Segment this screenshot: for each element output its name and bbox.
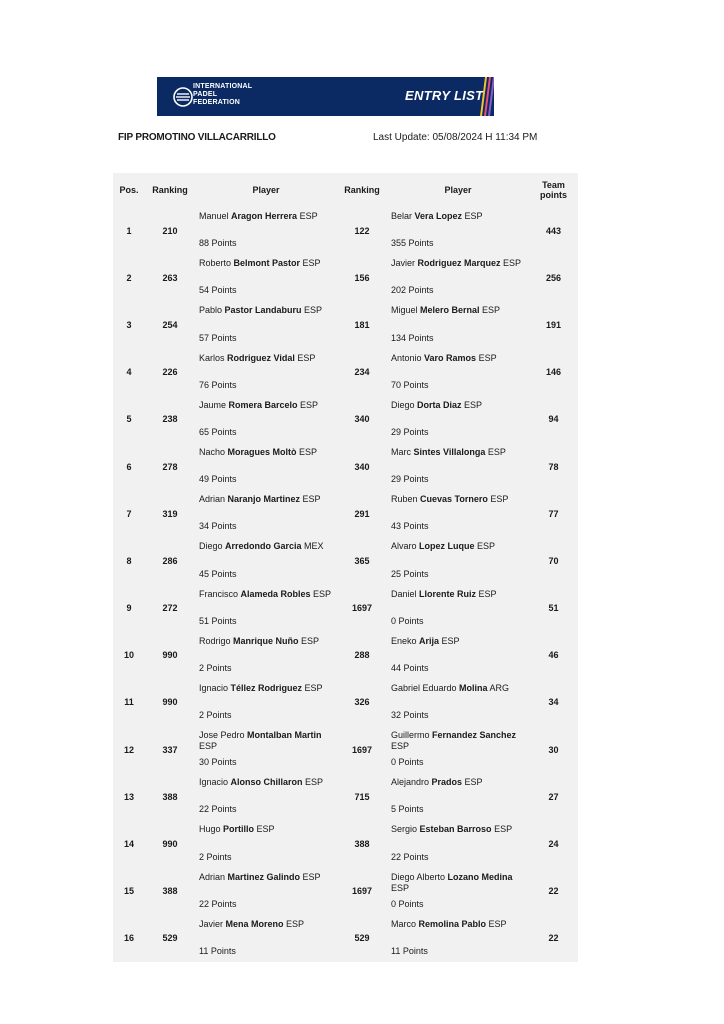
player-1-name: [199, 353, 335, 364]
first-name: Belar: [391, 211, 415, 221]
col-pos: Pos.: [119, 185, 139, 195]
last-name: Rodriguez Marquez: [417, 258, 501, 269]
first-name: Guillermo: [391, 730, 433, 741]
cell-team-points: 77: [548, 508, 559, 519]
player-1-name: [199, 305, 335, 316]
last-name: Mena Moreno: [225, 918, 284, 929]
nationality: ESP: [500, 258, 522, 269]
last-name: Pastor Landaburu: [224, 305, 302, 316]
cell-pos: 12: [123, 744, 134, 755]
last-name: Prados: [431, 777, 463, 788]
last-name: Moragues Moltò: [227, 446, 297, 457]
cell-player-2: [387, 632, 529, 679]
first-name: Gabriel Eduardo: [391, 682, 460, 693]
entry-list-table: [113, 173, 578, 962]
nationality: ESP: [461, 399, 483, 410]
cell-pos: 10: [123, 650, 134, 661]
player-1-points: 57 Points: [199, 332, 237, 343]
player-2-points: 32 Points: [391, 710, 429, 721]
table-row: [113, 679, 578, 726]
nationality: ESP: [486, 918, 507, 929]
last-name: Lozano Medina: [447, 871, 513, 882]
player-2-points: 5 Points: [391, 804, 424, 815]
cell-ranking-2: 529: [354, 933, 370, 944]
last-name: Molina: [459, 682, 488, 693]
first-name: Sergio: [391, 824, 420, 835]
cell-player-2: [387, 679, 529, 726]
player-2-points: 355 Points: [391, 238, 434, 249]
last-name: Montalban Martin: [247, 730, 322, 741]
cell-player-2: [387, 207, 529, 254]
cell-player-1: [195, 632, 337, 679]
cell-ranking-1: 226: [162, 367, 178, 378]
last-name: Alonso Chillaron: [230, 777, 303, 788]
cell-ranking-1: 990: [162, 839, 178, 850]
first-name: Javier: [199, 918, 226, 929]
player-2-name: [391, 730, 527, 752]
cell-ranking-1: 388: [162, 791, 178, 802]
player-1-name: [199, 541, 335, 552]
cell-player-1: [195, 254, 337, 301]
cell-player-2: [387, 443, 529, 490]
last-name: Téllez Rodriguez: [230, 682, 303, 693]
player-2-name: [391, 824, 527, 835]
cell-player-2: [387, 254, 529, 301]
banner-stripes-icon: [476, 77, 494, 116]
cell-ranking-1: 254: [162, 319, 178, 330]
nationality: ESP: [302, 777, 324, 788]
cell-team-points: 27: [548, 791, 559, 802]
cell-team-points: 146: [545, 367, 562, 378]
nationality: ARG: [487, 682, 510, 693]
last-name: Remolina Pablo: [418, 918, 487, 929]
first-name: Roberto: [199, 258, 234, 269]
nationality: ESP: [476, 588, 497, 599]
first-name: Miguel: [391, 305, 421, 316]
nationality: ESP: [462, 211, 483, 221]
cell-ranking-1: 263: [162, 272, 178, 283]
table-row: [113, 726, 578, 773]
nationality: ESP: [462, 777, 483, 788]
cell-pos: 6: [126, 461, 132, 472]
cell-player-1: [195, 396, 337, 443]
last-name: Belmont Pastor: [233, 258, 301, 269]
cell-player-1: [195, 820, 337, 867]
nationality: ESP: [302, 682, 323, 693]
last-name: Rodriguez Vidal: [227, 352, 295, 363]
last-name: Cuevas Tornero: [420, 494, 488, 505]
last-name: Portillo: [223, 824, 255, 835]
first-name: Pablo: [199, 305, 225, 316]
cell-player-1: [195, 868, 337, 915]
player-1-points: 22 Points: [199, 898, 237, 909]
cell-pos: 11: [124, 697, 134, 708]
player-2-points: 44 Points: [391, 662, 429, 673]
org-name: [193, 83, 252, 107]
nationality: ESP: [294, 352, 316, 363]
player-1-points: 22 Points: [199, 804, 237, 815]
nationality: MEX: [301, 541, 324, 552]
cell-pos: 5: [126, 414, 132, 425]
first-name: Karlos: [199, 352, 228, 363]
table-row: [113, 443, 578, 490]
cell-ranking-2: 291: [354, 508, 370, 519]
table-row: [113, 396, 578, 443]
cell-ranking-2: 340: [354, 461, 370, 472]
cell-team-points: 78: [548, 461, 559, 472]
table-row: [113, 632, 578, 679]
nationality: ESP: [479, 305, 501, 316]
player-1-name: [199, 730, 335, 752]
first-name: Ignacio: [199, 777, 231, 788]
cell-ranking-1: 278: [162, 461, 178, 472]
last-name: Vera Lopez: [414, 211, 463, 221]
header-banner: [157, 77, 494, 116]
player-1-name: [199, 589, 335, 600]
player-2-name: [391, 541, 527, 552]
nationality: ESP: [297, 399, 319, 410]
col-ranking-2: Ranking: [344, 185, 380, 195]
first-name: Ignacio: [199, 682, 231, 693]
nationality: ESP: [310, 588, 332, 599]
cell-player-1: [195, 679, 337, 726]
cell-ranking-1: 388: [162, 886, 178, 897]
cell-player-2: [387, 868, 529, 915]
org-name-line: INTERNATIONAL: [193, 83, 253, 90]
last-name: Alameda Robles: [240, 588, 311, 599]
table-row: [113, 490, 578, 537]
table-body: [113, 207, 578, 962]
cell-player-1: [195, 537, 337, 584]
cell-ranking-1: 337: [162, 744, 178, 755]
first-name: Rodrigo: [199, 635, 234, 646]
player-2-name: [391, 211, 527, 222]
first-name: Diego: [391, 399, 418, 410]
cell-team-points: 256: [545, 272, 562, 283]
player-1-name: [199, 258, 335, 269]
player-2-points: 134 Points: [391, 332, 434, 343]
player-2-name: [391, 305, 527, 316]
cell-ranking-2: 326: [354, 697, 370, 708]
cell-player-2: [387, 301, 529, 348]
col-player-2: Player: [444, 185, 472, 195]
last-name: Esteban Barroso: [419, 824, 492, 835]
player-1-points: 2 Points: [199, 710, 232, 721]
cell-pos: 15: [123, 886, 134, 897]
player-1-points: 45 Points: [199, 568, 237, 579]
nationality: ESP: [301, 305, 323, 316]
cell-pos: 2: [126, 272, 132, 283]
first-name: Francisco: [199, 588, 241, 599]
player-1-points: 49 Points: [199, 474, 237, 485]
first-name: Nacho: [199, 446, 228, 457]
player-2-points: 0 Points: [391, 615, 424, 626]
first-name: Javier: [391, 258, 418, 269]
cell-ranking-1: 238: [162, 414, 178, 425]
nationality: ESP: [296, 446, 318, 457]
player-2-name: [391, 683, 527, 694]
org-name-line: PADEL: [193, 91, 218, 98]
last-name: Romera Barcelo: [228, 399, 298, 410]
cell-ranking-2: 715: [354, 791, 370, 802]
player-1-name: [199, 872, 335, 883]
first-name: Manuel: [199, 211, 232, 221]
player-2-name: [391, 919, 527, 930]
nationality: ESP: [439, 635, 460, 646]
last-name: Naranjo Martinez: [227, 494, 301, 505]
nationality: ESP: [300, 494, 321, 505]
player-2-points: 0 Points: [391, 757, 424, 768]
cell-player-1: [195, 443, 337, 490]
table-header: [113, 173, 578, 207]
table-row: [113, 349, 578, 396]
cell-team-points: 191: [545, 319, 562, 330]
player-2-name: [391, 589, 527, 600]
cell-ranking-1: 319: [162, 508, 178, 519]
cell-ranking-1: 529: [162, 933, 178, 944]
nationality: ESP: [300, 871, 321, 882]
cell-ranking-2: 1697: [351, 603, 373, 614]
last-name: Lopez Luque: [419, 541, 475, 552]
cell-player-1: [195, 726, 337, 773]
first-name: Ruben: [391, 494, 421, 505]
last-name: Melero Bernal: [420, 305, 480, 316]
first-name: Adrian: [199, 494, 228, 505]
player-2-points: 202 Points: [391, 285, 434, 296]
nationality: ESP: [485, 446, 506, 457]
player-2-points: 25 Points: [391, 568, 429, 579]
last-name: Dorta Diaz: [417, 399, 462, 410]
cell-team-points: 443: [545, 225, 562, 236]
nationality: ESP: [391, 741, 410, 752]
nationality: ESP: [476, 352, 497, 363]
player-2-name: [391, 353, 527, 364]
last-name: Aragon Herrera: [231, 211, 298, 221]
cell-team-points: 22: [548, 886, 559, 897]
cell-ranking-1: 210: [162, 225, 178, 236]
cell-player-2: [387, 490, 529, 537]
player-2-points: 29 Points: [391, 474, 429, 485]
player-1-points: 2 Points: [199, 662, 232, 673]
cell-ranking-2: 122: [354, 225, 370, 236]
player-1-name: [199, 447, 335, 458]
cell-player-2: [387, 537, 529, 584]
tournament-title: FIP PROMOTINO VILLACARRILLO: [118, 132, 276, 143]
cell-pos: 13: [123, 791, 134, 802]
cell-ranking-2: 234: [354, 367, 370, 378]
table-row: [113, 537, 578, 584]
cell-team-points: 46: [548, 650, 559, 661]
first-name: Antonio: [391, 352, 425, 363]
cell-pos: 3: [126, 319, 132, 330]
last-update: Last Update: 05/08/2024 H 11:34 PM: [373, 132, 538, 143]
fip-logo-icon: [171, 85, 195, 109]
first-name: Alvaro: [391, 541, 420, 552]
first-name: Jaume: [199, 399, 229, 410]
player-2-name: [391, 872, 527, 894]
cell-team-points: 51: [548, 603, 559, 614]
player-1-name: [199, 919, 335, 930]
first-name: Daniel: [391, 588, 420, 599]
cell-player-1: [195, 349, 337, 396]
first-name: Hugo: [199, 824, 224, 835]
cell-player-2: [387, 349, 529, 396]
nationality: ESP: [391, 882, 410, 893]
table-row: [113, 820, 578, 867]
player-1-name: [199, 683, 335, 694]
nationality: ESP: [474, 541, 496, 552]
nationality: ESP: [487, 494, 509, 505]
cell-pos: 1: [126, 225, 132, 236]
player-1-name: [199, 400, 335, 411]
org-name-line: FEDERATION: [193, 99, 240, 106]
player-2-points: 43 Points: [391, 521, 429, 532]
cell-player-1: [195, 490, 337, 537]
cell-ranking-2: 388: [354, 839, 370, 850]
cell-player-1: [195, 301, 337, 348]
cell-player-1: [195, 207, 337, 254]
player-1-points: 65 Points: [199, 426, 237, 437]
table-row: [113, 773, 578, 820]
first-name: Eneko: [391, 635, 420, 646]
nationality: ESP: [199, 741, 218, 752]
cell-pos: 4: [126, 367, 132, 378]
nationality: ESP: [300, 258, 321, 269]
cell-player-2: [387, 820, 529, 867]
cell-player-2: [387, 585, 529, 632]
cell-ranking-1: 990: [162, 650, 178, 661]
player-2-name: [391, 636, 527, 647]
cell-team-points: 30: [548, 744, 559, 755]
cell-team-points: 34: [548, 697, 559, 708]
nationality: ESP: [297, 211, 318, 221]
last-name: Varo Ramos: [424, 352, 477, 363]
cell-ranking-2: 156: [354, 272, 370, 283]
first-name: Marco: [391, 918, 419, 929]
cell-ranking-1: 990: [162, 697, 178, 708]
cell-ranking-1: 272: [162, 603, 178, 614]
nationality: ESP: [491, 824, 513, 835]
table-row: [113, 301, 578, 348]
table-row: [113, 207, 578, 254]
table-row: [113, 915, 578, 962]
player-2-points: 70 Points: [391, 379, 429, 390]
player-1-points: 54 Points: [199, 285, 237, 296]
cell-team-points: 94: [548, 414, 559, 425]
cell-player-2: [387, 396, 529, 443]
cell-ranking-2: 340: [354, 414, 370, 425]
player-1-name: [199, 494, 335, 505]
nationality: ESP: [298, 635, 320, 646]
cell-ranking-1: 286: [162, 555, 178, 566]
nationality: ESP: [283, 918, 305, 929]
cell-team-points: 70: [548, 555, 559, 566]
player-2-name: [391, 447, 527, 458]
first-name: Jose Pedro: [199, 730, 248, 741]
table-row: [113, 585, 578, 632]
player-2-points: 0 Points: [391, 898, 424, 909]
cell-ranking-2: 365: [354, 555, 370, 566]
player-1-points: 2 Points: [199, 851, 232, 862]
player-1-points: 30 Points: [199, 757, 237, 768]
cell-player-2: [387, 915, 529, 962]
cell-ranking-2: 1697: [351, 744, 373, 755]
player-2-points: 29 Points: [391, 426, 429, 437]
col-player-1: Player: [252, 185, 280, 195]
player-2-name: [391, 777, 527, 788]
player-2-name: [391, 494, 527, 505]
table-row: [113, 254, 578, 301]
player-2-name: [391, 400, 527, 411]
last-name: Llorente Ruiz: [419, 588, 477, 599]
player-1-points: 76 Points: [199, 379, 237, 390]
banner-label: ENTRY LIST: [405, 88, 484, 103]
col-team-points: Team points: [540, 180, 567, 200]
last-name: Fernandez Sanchez: [432, 730, 517, 741]
first-name: Adrian: [199, 871, 228, 882]
last-name: Martinez Galindo: [227, 871, 301, 882]
player-1-name: [199, 824, 335, 835]
cell-pos: 9: [126, 603, 132, 614]
cell-player-1: [195, 915, 337, 962]
last-name: Arredondo Garcia: [225, 541, 302, 552]
cell-player-2: [387, 726, 529, 773]
table-row: [113, 868, 578, 915]
cell-player-1: [195, 585, 337, 632]
player-1-name: [199, 211, 335, 222]
nationality: ESP: [254, 824, 275, 835]
first-name: Diego: [199, 541, 226, 552]
player-2-points: 11 Points: [391, 946, 428, 956]
last-name: Sintes Villalonga: [413, 446, 486, 457]
cell-pos: 8: [126, 555, 132, 566]
player-1-points: 11 Points: [199, 946, 236, 956]
cell-pos: 7: [126, 508, 132, 519]
cell-ranking-2: 181: [354, 319, 370, 330]
last-name: Arija: [419, 635, 440, 646]
player-2-name: [391, 258, 527, 269]
first-name: Diego Alberto: [391, 871, 448, 882]
player-1-points: 34 Points: [199, 521, 237, 532]
player-1-points: 88 Points: [199, 238, 237, 249]
player-1-points: 51 Points: [199, 615, 237, 626]
cell-team-points: 24: [548, 839, 559, 850]
first-name: Alejandro: [391, 777, 432, 788]
first-name: Marc: [391, 446, 414, 457]
player-1-name: [199, 777, 335, 788]
player-2-points: 22 Points: [391, 851, 429, 862]
cell-ranking-2: 1697: [351, 886, 373, 897]
last-name: Manrique Nuño: [233, 635, 299, 646]
cell-ranking-2: 288: [354, 650, 370, 661]
cell-pos: 14: [123, 839, 134, 850]
cell-player-1: [195, 773, 337, 820]
cell-player-2: [387, 773, 529, 820]
col-ranking-1: Ranking: [152, 185, 188, 195]
cell-pos: 16: [123, 933, 134, 944]
player-1-name: [199, 636, 335, 647]
cell-team-points: 22: [548, 933, 559, 944]
